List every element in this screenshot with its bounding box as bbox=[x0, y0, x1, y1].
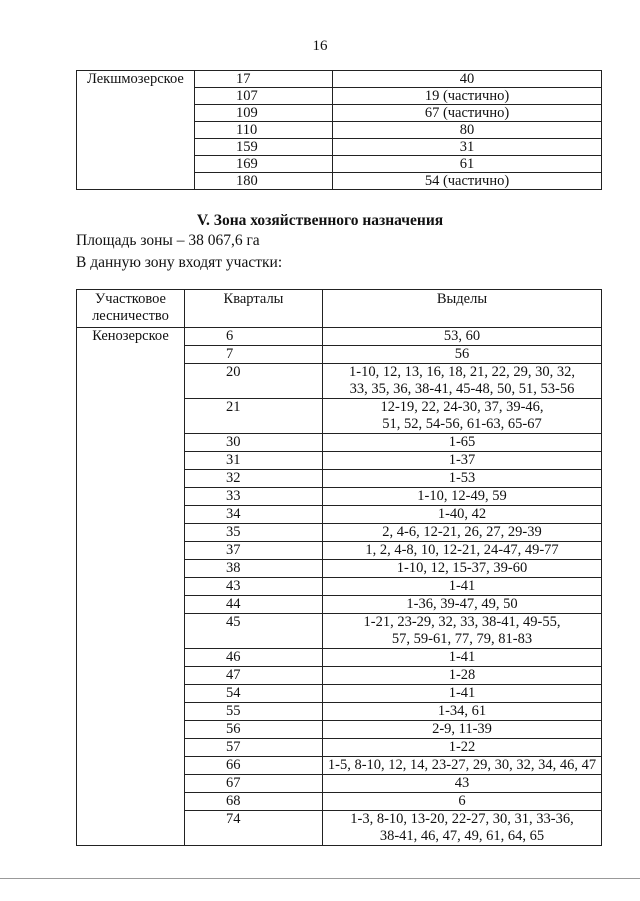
plots-cell: 53, 60 bbox=[323, 328, 602, 346]
quarter-cell: 107 bbox=[195, 88, 333, 105]
zone-area-text: Площадь зоны – 38 067,6 га bbox=[76, 232, 260, 249]
plots-cell: 1-5, 8-10, 12, 14, 23-27, 29, 30, 32, 34, 46, 47 bbox=[323, 757, 602, 775]
quarter-cell: 33 bbox=[185, 488, 323, 506]
quarter-cell: 17 bbox=[195, 71, 333, 88]
quarter-cell: 110 bbox=[195, 122, 333, 139]
plots-cell: 2-9, 11-39 bbox=[323, 721, 602, 739]
plots-cell: 1-53 bbox=[323, 470, 602, 488]
forestry-cell: Лекшмозерское bbox=[77, 71, 195, 190]
plots-cell: 1-3, 8-10, 13-20, 22-27, 30, 31, 33-36, 38-41, 46, 47, 49, 61, 64, 65 bbox=[323, 811, 602, 846]
plots-cell: 1-10, 12-49, 59 bbox=[323, 488, 602, 506]
quarter-cell: 44 bbox=[185, 596, 323, 614]
page-bottom-rule bbox=[0, 878, 640, 879]
plots-cell: 1-65 bbox=[323, 434, 602, 452]
quarter-cell: 21 bbox=[185, 399, 323, 434]
plots-cell: 54 (частично) bbox=[333, 173, 602, 190]
plots-cell: 1-34, 61 bbox=[323, 703, 602, 721]
quarter-cell: 67 bbox=[185, 775, 323, 793]
plots-cell: 2, 4-6, 12-21, 26, 27, 29-39 bbox=[323, 524, 602, 542]
quarter-cell: 7 bbox=[185, 346, 323, 364]
plots-cell: 1-40, 42 bbox=[323, 506, 602, 524]
plots-cell: 1-41 bbox=[323, 685, 602, 703]
quarter-cell: 47 bbox=[185, 667, 323, 685]
quarter-cell: 66 bbox=[185, 757, 323, 775]
quarter-cell: 159 bbox=[195, 139, 333, 156]
quarter-cell: 20 bbox=[185, 364, 323, 399]
plots-cell: 61 bbox=[333, 156, 602, 173]
table-row bbox=[77, 328, 602, 346]
quarter-cell: 34 bbox=[185, 506, 323, 524]
quarter-cell: 46 bbox=[185, 649, 323, 667]
plots-cell: 67 (частично) bbox=[333, 105, 602, 122]
quarter-cell: 43 bbox=[185, 578, 323, 596]
plots-cell: 1-41 bbox=[323, 649, 602, 667]
quarter-cell: 37 bbox=[185, 542, 323, 560]
quarter-cell: 45 bbox=[185, 614, 323, 649]
plots-cell: 1-41 bbox=[323, 578, 602, 596]
plots-cell: 1-21, 23-29, 32, 33, 38-41, 49-55, 57, 59-61, 77, 79, 81-83 bbox=[323, 614, 602, 649]
quarter-cell: 54 bbox=[185, 685, 323, 703]
table-header-row bbox=[77, 290, 602, 328]
lekshmozero-table bbox=[76, 70, 602, 190]
quarter-cell: 55 bbox=[185, 703, 323, 721]
plots-cell: 56 bbox=[323, 346, 602, 364]
plots-cell: 1-10, 12, 13, 16, 18, 21, 22, 29, 30, 32, 33, 35, 36, 38-41, 45-48, 50, 51, 53-56 bbox=[323, 364, 602, 399]
quarter-cell: 109 bbox=[195, 105, 333, 122]
quarter-cell: 169 bbox=[195, 156, 333, 173]
quarter-cell: 74 bbox=[185, 811, 323, 846]
table-row bbox=[77, 71, 602, 88]
plots-cell: 43 bbox=[323, 775, 602, 793]
quarter-cell: 68 bbox=[185, 793, 323, 811]
quarter-cell: 6 bbox=[185, 328, 323, 346]
quarter-cell: 30 bbox=[185, 434, 323, 452]
kenozero-table bbox=[76, 289, 602, 846]
plots-cell: 1-36, 39-47, 49, 50 bbox=[323, 596, 602, 614]
quarter-cell: 31 bbox=[185, 452, 323, 470]
quarter-cell: 56 bbox=[185, 721, 323, 739]
plots-cell: 1-28 bbox=[323, 667, 602, 685]
quarter-cell: 180 bbox=[195, 173, 333, 190]
plots-cell: 19 (частично) bbox=[333, 88, 602, 105]
quarter-cell: 38 bbox=[185, 560, 323, 578]
quarter-cell: 35 bbox=[185, 524, 323, 542]
quarter-cell: 32 bbox=[185, 470, 323, 488]
zone-intro-text: В данную зону входят участки: bbox=[76, 254, 283, 271]
header-plots: Выделы bbox=[323, 290, 602, 328]
header-forestry: Участковое лесничество bbox=[77, 290, 185, 328]
page-number: 16 bbox=[312, 38, 328, 54]
plots-cell: 1-37 bbox=[323, 452, 602, 470]
plots-cell: 1-22 bbox=[323, 739, 602, 757]
quarter-cell: 57 bbox=[185, 739, 323, 757]
plots-cell: 31 bbox=[333, 139, 602, 156]
plots-cell: 12-19, 22, 24-30, 37, 39-46, 51, 52, 54-56, 61-63, 65-67 bbox=[323, 399, 602, 434]
plots-cell: 1-10, 12, 15-37, 39-60 bbox=[323, 560, 602, 578]
plots-cell: 6 bbox=[323, 793, 602, 811]
header-quarters: Кварталы bbox=[185, 290, 323, 328]
forestry-cell: Кенозерское bbox=[77, 328, 185, 846]
plots-cell: 1, 2, 4-8, 10, 12-21, 24-47, 49-77 bbox=[323, 542, 602, 560]
section-title: V. Зона хозяйственного назначения bbox=[196, 212, 444, 229]
plots-cell: 40 bbox=[333, 71, 602, 88]
plots-cell: 80 bbox=[333, 122, 602, 139]
